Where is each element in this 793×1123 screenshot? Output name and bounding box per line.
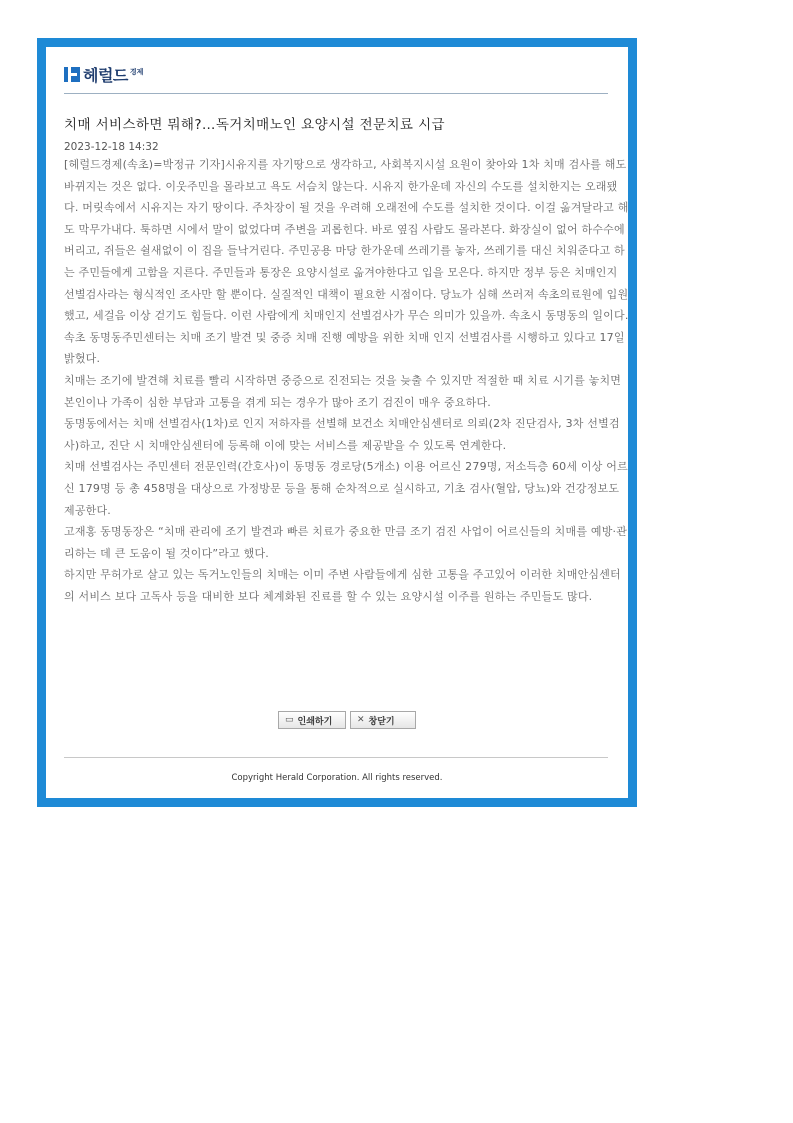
close-icon: ✕ (357, 715, 365, 725)
print-frame (37, 38, 637, 807)
close-label: 창닫기 (368, 716, 395, 727)
article-paragraph: 치매는 조기에 발견해 치료를 빨리 시작하면 중증으로 진전되는 것을 늦출 수 있지만 적절한 때 치료 시기를 놓치면 본인이나 가족이 심한 부담과 고통을 겪게 되는 경우가 많아 조기 검진이 매우 중요하다. (64, 373, 622, 409)
print-button[interactable] (278, 711, 346, 729)
article-paragraph: 동명동에서는 치매 선별검사(1차)로 인지 저하자를 선별해 보건소 치매안심센터로 의뢰(2차 진단검사, 3차 선별검사)하고, 진단 시 치매안심센터에 등록해 이에 맞는 서비스를 제공받을 수 있도록 연계한다. (64, 417, 620, 452)
copyright-text: Copyright Herald Corporation. All rights reserved. (231, 773, 443, 783)
print-label: 인쇄하기 (297, 716, 333, 727)
article-body (64, 154, 629, 607)
action-buttons (278, 711, 416, 729)
article-title: 치매 서비스하면 뭐해?…독거치매노인 요양시설 전문치료 시급 (64, 117, 445, 133)
printer-icon: ▭ (285, 715, 294, 725)
herald-logo (64, 64, 143, 84)
logo-sub: 경제 (129, 68, 144, 76)
article-paragraph: 속초 동명동주민센터는 치매 조기 발견 및 중증 치매 진행 예방을 위한 치매 인지 선별검사를 시행하고 있다고 17일 밝혔다. (64, 330, 625, 366)
logo-text: 헤럴드 (83, 65, 128, 85)
article-paragraph: 고재홍 동명동장은 “치매 관리에 조기 발견과 빠른 치료가 중요한 만큼 조기 검진 사업이 어르신들의 치매를 예방·관리하는 데 큰 도움이 될 것이다”라고 했다. (64, 525, 628, 560)
header-divider (64, 93, 608, 94)
article-paragraph: 치매 선별검사는 주민센터 전문인력(간호사)이 동명동 경로당(5개소) 이용 어르신 279명, 저소득층 60세 이상 어르신 179명 등 총 458명을 대상으로 가정방문 등을 통해 순차적으로 실시하고, 기초 검사(혈압, 당뇨)와 건강정보도 제공한다. (64, 460, 628, 517)
article-paragraph: 하지만 무허가로 살고 있는 독거노인들의 치매는 이미 주변 사람들에게 심한 고통을 주고있어 이러한 치매안심센터의 서비스 보다 고독사 등을 대비한 보다 체계화된 진료를 할 수 있는 요양시설 이주를 원하는 주민들도 많다. (64, 568, 621, 603)
herald-logo-icon (64, 67, 80, 82)
close-window-button[interactable] (350, 711, 416, 729)
article-paragraph: [헤럴드경제(속초)=박정규 기자]시유지를 자기땅으로 생각하고, 사회복지시설 요원이 찾아와 1차 치매 검사를 해도 바뀌지는 것은 없다. 이웃주민을 몰라보고 욕도 서슴치 않는다. 시유지 한가운데 자신의 수도를 설치한지는 오래됐다. 머릿속에서 시유지는 자기 땅이다. 주차장이 될 것을 우려해 오래전에 수도를 설치한 것이다. 이걸 옮겨달라고 해도 막무가내다. 툭하면 시에서 말이 없었다며 주변을 괴롭힌다. 바로 옆집 사람도 몰라본다. 화장실이 없어 하수수에 버리고, 쥐들은 쉴새없이 이 집을 들낙거린다. 주민공용 마당 한가운데 쓰레기를 놓자, 쓰레기를 대신 치워준다고 하는 주민들에게 고함을 지른다. 주민들과 통장은 요양시설로 옮겨야한다고 입을 모은다. 하지만 정부 등은 치매인지 선별검사라는 형식적인 조사만 할 뿐이다. 실질적인 대책이 필요한 시점이다. 당뇨가 심해 쓰러져 속초의료원에 입원했고, 세걸음 이상 걷기도 힘들다. 이런 사람에게 치매인지 선별검사가 무슨 의미가 있을까. 속초시 동명동의 일이다. (64, 158, 629, 323)
footer-divider (64, 757, 608, 758)
article-date: 2023-12-18 14:32 (64, 141, 159, 153)
